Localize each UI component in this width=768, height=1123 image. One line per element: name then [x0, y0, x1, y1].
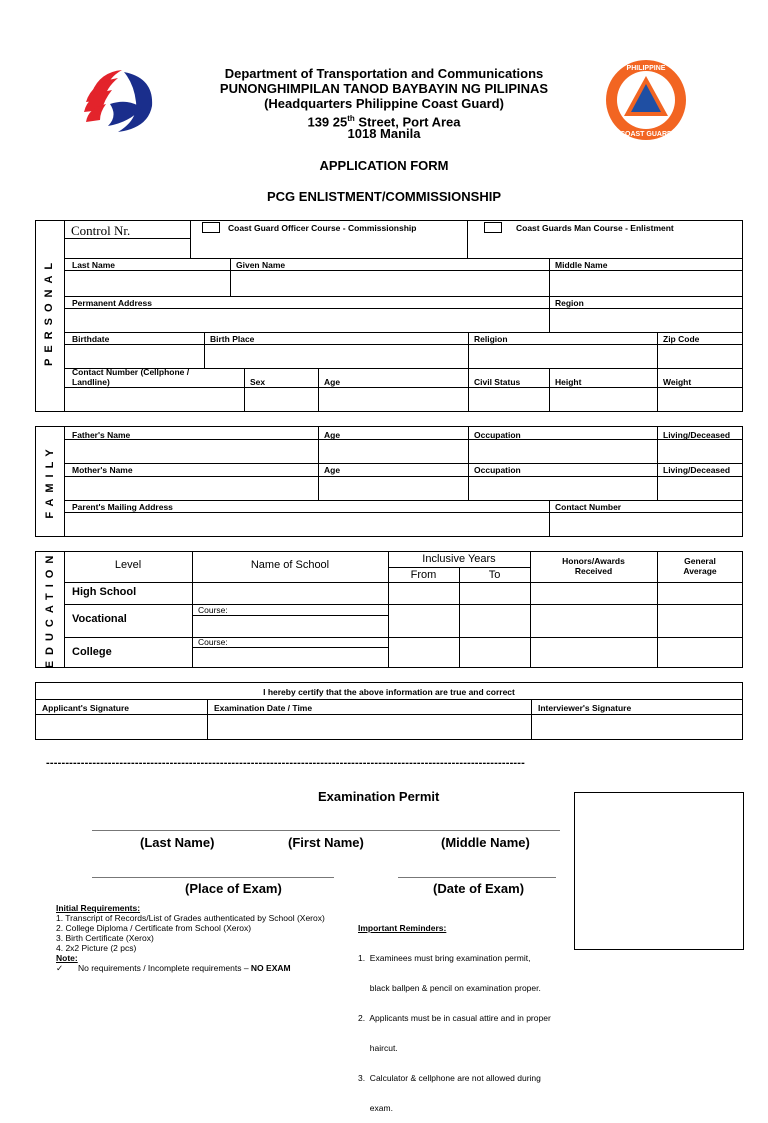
address-street: Street, Port Area: [354, 114, 461, 130]
officer-course-label: Coast Guard Officer Course - Commissionship: [228, 223, 417, 233]
parents-address-field[interactable]: [65, 513, 548, 536]
height-field[interactable]: [550, 388, 656, 411]
photo-box: [574, 792, 744, 950]
mother-age-field[interactable]: [319, 477, 467, 499]
applicant-signature-field[interactable]: [36, 715, 206, 739]
vocational-label: Vocational: [72, 613, 127, 625]
applicant-signature-label: Applicant's Signature: [42, 703, 130, 713]
exam-date-time-field[interactable]: [208, 715, 530, 739]
exam-permit-title: Examination Permit: [318, 789, 440, 804]
reminder-1-cont: black ballpen & pencil on examination proper.: [358, 983, 541, 993]
personal-side-label: PERSONAL: [43, 256, 55, 366]
initial-req-3: 3. Birth Certificate (Xerox): [56, 933, 154, 943]
enlistment-course-label: Coast Guards Man Course - Enlistment: [516, 223, 674, 233]
no-exam-text: NO EXAM: [250, 963, 291, 973]
last-name-label: Last Name: [72, 260, 115, 270]
birthdate-label: Birthdate: [72, 334, 110, 344]
religion-label: Religion: [474, 334, 508, 344]
dotc-logo: [78, 64, 160, 136]
college-label: College: [72, 646, 112, 658]
permanent-address-field[interactable]: [65, 309, 548, 331]
permit-last-name-label: (Last Name): [140, 835, 215, 850]
zip-code-label: Zip Code: [663, 334, 700, 344]
mother-occupation-label: Occupation: [474, 465, 521, 475]
permit-first-name-label: (First Name): [288, 835, 364, 850]
general-average-header: [657, 556, 743, 576]
fathers-name-label: Father's Name: [72, 430, 131, 440]
parents-contact-field[interactable]: [550, 513, 742, 536]
interviewer-signature-field[interactable]: [532, 715, 742, 739]
certify-statement: I hereby certify that the above information are true and correct: [263, 687, 515, 697]
father-age-label: Age: [324, 430, 341, 440]
mothers-name-label: Mother's Name: [72, 465, 133, 475]
initial-requirements: [56, 903, 356, 973]
reminder-2-cont: haircut.: [358, 1043, 398, 1053]
officer-course-checkbox[interactable]: [202, 222, 220, 233]
college-course-label: Course:: [198, 637, 228, 647]
permanent-address-label: Permanent Address: [72, 298, 152, 308]
parents-contact-label: Contact Number: [555, 502, 622, 512]
interviewer-signature-label: Interviewer's Signature: [538, 703, 632, 713]
reminder-2: 2. Applicants must be in casual attire and in proper: [358, 1013, 551, 1023]
birthdate-field[interactable]: [65, 345, 203, 367]
gen-avg-line2: Average: [683, 566, 717, 576]
permit-middle-name-label: (Middle Name): [441, 835, 530, 850]
to-header: To: [488, 569, 501, 581]
level-header: Level: [114, 559, 142, 571]
last-name-field[interactable]: [65, 271, 230, 295]
reminder-3: 3. Calculator & cellphone are not allowed during: [358, 1073, 541, 1083]
father-age-field[interactable]: [319, 440, 467, 462]
zip-code-field[interactable]: [658, 345, 742, 367]
form-subtitle: PCG ENLISTMENT/COMMISSIONSHIP: [266, 189, 501, 204]
mother-living-field[interactable]: [658, 477, 742, 499]
region-field[interactable]: [550, 309, 742, 331]
important-reminders: [358, 903, 573, 1123]
college-school-field[interactable]: [193, 648, 387, 667]
honors-line2: Received: [574, 566, 613, 576]
contact-line1: Contact Number (Cellphone /: [72, 367, 190, 377]
seal-bottom-text: COAST GUARD: [619, 131, 673, 138]
reminder-3-cont: exam.: [358, 1103, 393, 1113]
weight-field[interactable]: [658, 388, 742, 411]
height-label: Height: [555, 377, 582, 387]
parents-address-label: Parent's Mailing Address: [72, 502, 173, 512]
given-name-label: Given Name: [236, 260, 286, 270]
father-occupation-label: Occupation: [474, 430, 521, 440]
honors-header: [530, 556, 657, 576]
reminders-title: Important Reminders:: [358, 923, 447, 933]
note-text: No requirements / Incomplete requirements –: [78, 963, 251, 973]
honors-line1: Honors/Awards: [562, 556, 625, 566]
father-living-field[interactable]: [658, 440, 742, 462]
seal-top-text: PHILIPPINE: [626, 65, 666, 72]
address-number: 139 25: [307, 114, 348, 130]
birth-place-label: Birth Place: [210, 334, 255, 344]
mother-occupation-field[interactable]: [469, 477, 656, 499]
initial-req-4: 4. 2x2 Picture (2 pcs): [56, 943, 137, 953]
enlistment-course-checkbox[interactable]: [484, 222, 502, 233]
education-side-label: EDUCATION: [44, 549, 56, 669]
civil-status-field[interactable]: [469, 388, 548, 411]
cut-line: ----------------------------------------------------------------------------------------------------------------------------: [46, 757, 526, 769]
fathers-name-field[interactable]: [65, 440, 317, 462]
father-living-label: Living/Deceased: [663, 430, 731, 440]
sex-field[interactable]: [245, 388, 317, 411]
middle-name-field[interactable]: [550, 271, 742, 295]
initial-req-2: 2. College Diploma / Certificate from School (Xerox): [56, 923, 252, 933]
header-line2: PUNONGHIMPILAN TANOD BAYBAYIN NG PILIPINAS: [219, 81, 549, 96]
family-side-label: FAMILY: [44, 443, 56, 519]
mothers-name-field[interactable]: [65, 477, 317, 499]
sex-label: Sex: [250, 377, 266, 387]
form-title: APPLICATION FORM: [319, 158, 449, 173]
header-line3: (Headquarters Philippine Coast Guard): [264, 96, 504, 111]
place-of-exam-label: (Place of Exam): [185, 881, 282, 896]
initial-req-1: 1. Transcript of Records/List of Grades authenticated by School (Xerox): [56, 913, 325, 923]
mother-age-label: Age: [324, 465, 341, 475]
header-line1: Department of Transportation and Communications: [224, 66, 544, 81]
contact-number-field[interactable]: [65, 388, 243, 411]
checkmark-icon: ✓: [56, 963, 64, 973]
note-title: Note:: [56, 953, 78, 963]
father-occupation-field[interactable]: [469, 440, 656, 462]
vocational-course-label: Course:: [198, 605, 228, 615]
header-line5: 1018 Manila: [347, 126, 421, 141]
contact-line2: Landline): [72, 377, 110, 387]
middle-name-label: Middle Name: [555, 260, 608, 270]
mother-living-label: Living/Deceased: [663, 465, 731, 475]
inclusive-years-header: Inclusive Years: [422, 553, 496, 565]
exam-date-time-label: Examination Date / Time: [214, 703, 313, 713]
region-label: Region: [555, 298, 584, 308]
birth-place-field[interactable]: [205, 345, 467, 367]
weight-label: Weight: [663, 377, 692, 387]
school-header: Name of School: [250, 559, 330, 571]
age-field[interactable]: [319, 388, 467, 411]
from-header: From: [410, 569, 437, 581]
contact-number-label: [72, 367, 189, 387]
given-name-field[interactable]: [231, 271, 549, 295]
high-school-name-field[interactable]: [193, 583, 387, 603]
age-label: Age: [324, 377, 341, 387]
high-school-label: High School: [72, 586, 137, 598]
civil-status-label: Civil Status: [474, 377, 521, 387]
note-line: [56, 963, 356, 973]
address-sup: th: [347, 114, 355, 123]
reminder-1: 1. Examinees must bring examination permit,: [358, 953, 531, 963]
initial-req-title: Initial Requirements:: [56, 903, 141, 913]
gen-avg-line1: General: [684, 556, 716, 566]
control-nr-label: Control Nr.: [71, 223, 131, 238]
religion-field[interactable]: [469, 345, 656, 367]
vocational-school-field[interactable]: [193, 616, 387, 636]
date-of-exam-label: (Date of Exam): [433, 881, 525, 896]
